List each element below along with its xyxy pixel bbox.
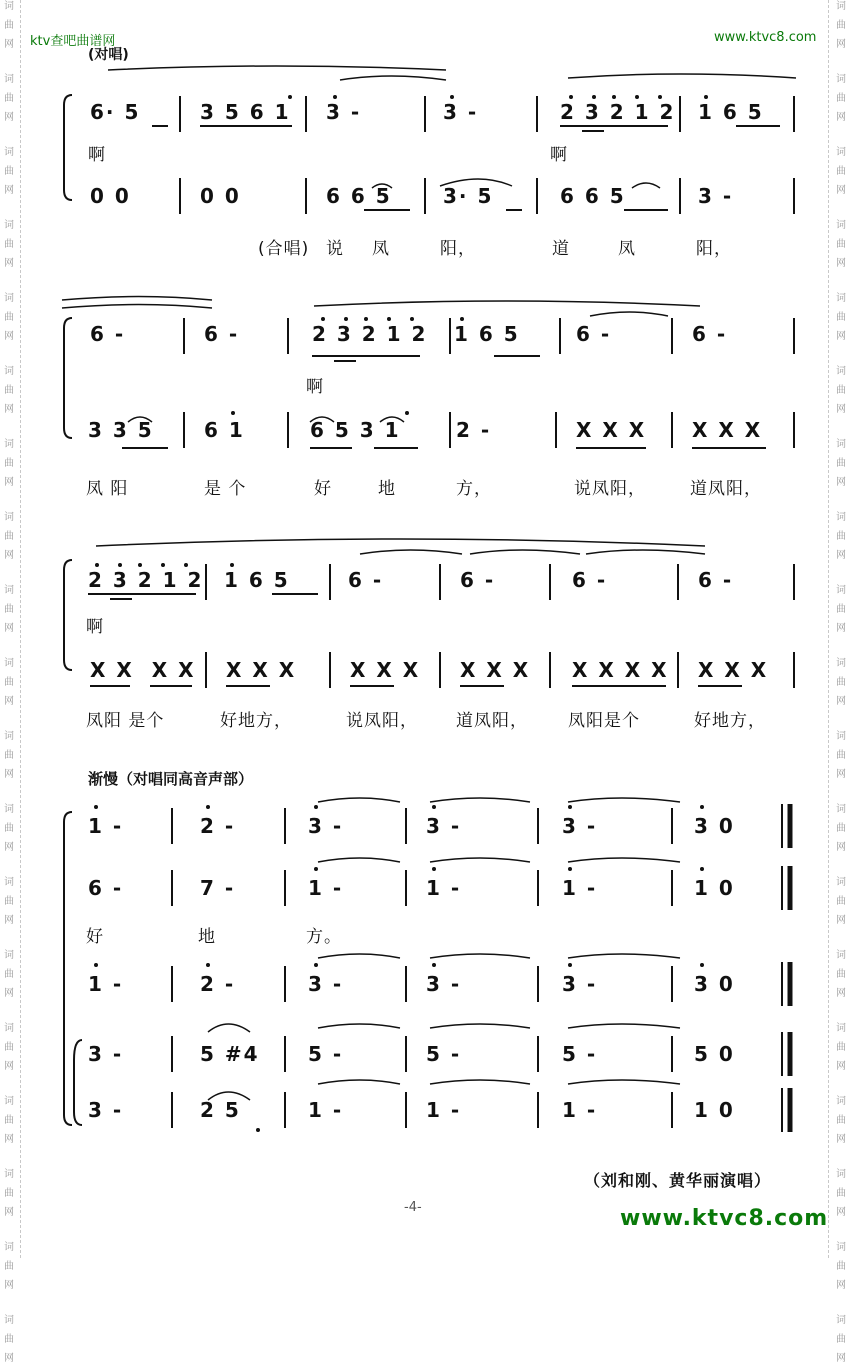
s4-r2-m2: 7 -: [200, 876, 236, 900]
s4-lyric-1: 好: [86, 927, 104, 947]
s4-r1-m3: 3 -: [308, 814, 344, 838]
watermark-glyph: 词: [836, 804, 846, 815]
watermark-glyph: 曲: [836, 458, 846, 469]
watermark-glyph: 词: [836, 731, 846, 742]
watermark-glyph: 词: [836, 658, 846, 669]
s4-r1-m2: 2 -: [200, 814, 236, 838]
s4-r2-m3: 1 -: [308, 876, 344, 900]
watermark-glyph: 词: [836, 366, 846, 377]
watermark-glyph: 网: [4, 1207, 14, 1218]
watermark-glyph: 词: [4, 877, 14, 888]
watermark-glyph: 曲: [4, 1334, 14, 1345]
watermark-glyph: 词: [836, 220, 846, 231]
watermark-glyph: 网: [836, 258, 846, 269]
watermark-glyph: 词: [4, 731, 14, 742]
watermark-glyph: 曲: [4, 677, 14, 688]
watermark-glyph: 词: [4, 74, 14, 85]
watermark-glyph: 曲: [836, 312, 846, 323]
watermark-glyph: 网: [836, 915, 846, 926]
s1-lower-m5: 6 6 5: [560, 184, 626, 208]
watermark-glyph: 词: [836, 147, 846, 158]
watermark-glyph: 曲: [836, 823, 846, 834]
s4-r3-m2: 2 -: [200, 972, 236, 996]
watermark-glyph: 网: [836, 769, 846, 780]
watermark-glyph: 词: [4, 1242, 14, 1253]
watermark-glyph: 曲: [836, 1261, 846, 1272]
watermark-glyph: 网: [4, 331, 14, 342]
watermark-glyph: 词: [4, 147, 14, 158]
watermark-glyph: 网: [836, 1207, 846, 1218]
watermark-glyph: 词: [4, 293, 14, 304]
watermark-glyph: 网: [836, 404, 846, 415]
watermark-glyph: 曲: [4, 312, 14, 323]
watermark-glyph: 曲: [836, 1188, 846, 1199]
s2-upper-m2: 6 -: [204, 322, 240, 346]
watermark-glyph: 曲: [836, 969, 846, 980]
watermark-glyph: 词: [4, 439, 14, 450]
watermark-glyph: 网: [4, 477, 14, 488]
watermark-glyph: 网: [4, 915, 14, 926]
s2-upper-lyric-1: 啊: [306, 377, 324, 397]
watermark-glyph: 词: [836, 512, 846, 523]
watermark-glyph: 曲: [4, 823, 14, 834]
watermark-glyph: 网: [4, 185, 14, 196]
watermark-glyph: 曲: [4, 750, 14, 761]
watermark-glyph: 网: [836, 39, 846, 50]
watermark-glyph: 网: [4, 696, 14, 707]
s2-lyric-3: 好: [314, 479, 332, 499]
watermark-glyph: 网: [4, 39, 14, 50]
watermark-glyph: 网: [836, 550, 846, 561]
s2-lyric-2: 是 个: [204, 479, 247, 499]
s1-lyric-4: 道: [552, 239, 570, 259]
watermark-glyph: 曲: [4, 385, 14, 396]
s3-lower-m1: X X X X: [90, 658, 196, 682]
s3-upper-m3: 6 -: [348, 568, 384, 592]
s1-upper-m2: 3 5 6 1: [200, 100, 291, 124]
s4-r2-m6: 1 0: [694, 876, 735, 900]
watermark-glyph: 词: [836, 1242, 846, 1253]
watermark-glyph: 词: [4, 658, 14, 669]
s4-r5-m4: 1 -: [426, 1098, 462, 1122]
system1-bracket: [64, 95, 72, 200]
s4-r2-m4: 1 -: [426, 876, 462, 900]
s4-r1-m4: 3 -: [426, 814, 462, 838]
watermark-glyph: 曲: [836, 385, 846, 396]
watermark-glyph: 网: [836, 331, 846, 342]
s4-r1-m1: 1 -: [88, 814, 124, 838]
s4-r3-m4: 3 -: [426, 972, 462, 996]
watermark-glyph: 网: [4, 1353, 14, 1364]
s3-lyric-3: 说凤阳，: [346, 711, 418, 731]
s4-r4-m3: 5 -: [308, 1042, 344, 1066]
page-number: -4-: [404, 1200, 422, 1215]
duichang-label: (对唱): [88, 47, 129, 63]
piano-brace: [74, 1040, 82, 1125]
watermark-glyph: 词: [836, 1315, 846, 1326]
s2-lyric-1: 凤 阳: [86, 479, 129, 499]
watermark-glyph: 网: [836, 696, 846, 707]
watermark-glyph: 网: [4, 842, 14, 853]
s4-r3-m6: 3 0: [694, 972, 735, 996]
s4-r4-m5: 5 -: [562, 1042, 598, 1066]
watermark-glyph: 曲: [836, 166, 846, 177]
watermark-glyph: 网: [836, 1280, 846, 1291]
watermark-glyph: 曲: [4, 166, 14, 177]
watermark-glyph: 词: [4, 950, 14, 961]
s1-upper-m4: 3 -: [443, 100, 479, 124]
watermark-glyph: 词: [4, 1023, 14, 1034]
watermark-glyph: 网: [836, 1134, 846, 1145]
watermark-glyph: 曲: [836, 1115, 846, 1126]
s1-lyric-5: 凤: [618, 239, 636, 259]
system3-bracket: [64, 560, 72, 670]
s3-lyric-6: 好地方，: [694, 711, 766, 731]
s2-upper-m5: 6 -: [576, 322, 612, 346]
watermark-glyph: 曲: [836, 239, 846, 250]
s1-lower-m1: 0 0: [90, 184, 131, 208]
watermark-glyph: 网: [836, 623, 846, 634]
hechang-label: (合唱): [258, 239, 310, 259]
watermark-glyph: 网: [4, 404, 14, 415]
watermark-glyph: 网: [836, 842, 846, 853]
watermark-glyph: 词: [4, 366, 14, 377]
s4-r5-m2: 2 5: [200, 1098, 241, 1122]
watermark-glyph: 词: [4, 512, 14, 523]
s1-upper-m5: 2 3 2 1 2: [560, 100, 676, 124]
s4-r1-m6: 3 0: [694, 814, 735, 838]
watermark-glyph: 曲: [4, 531, 14, 542]
watermark-glyph: 网: [836, 112, 846, 123]
s1-upper-m3: 3 -: [326, 100, 362, 124]
s1-upper-lyric-2: 啊: [550, 145, 568, 165]
watermark-glyph: 曲: [4, 969, 14, 980]
watermark-glyph: 网: [836, 988, 846, 999]
watermark-glyph: 网: [4, 1280, 14, 1291]
watermark-glyph: 曲: [836, 677, 846, 688]
watermark-glyph: 网: [4, 623, 14, 634]
s3-lyric-1: 凤阳 是个: [86, 711, 165, 731]
watermark-glyph: 曲: [836, 604, 846, 615]
s2-lyric-6: 说凤阳，: [574, 479, 646, 499]
s1-lyric-3: 阳，: [440, 239, 476, 259]
watermark-glyph: 网: [836, 477, 846, 488]
watermark-glyph: 词: [4, 220, 14, 231]
watermark-glyph: 词: [4, 1169, 14, 1180]
s3-lyric-2: 好地方，: [220, 711, 292, 731]
footer-brand-logo[interactable]: www.ktvc8.com: [620, 1206, 829, 1231]
header-site-left[interactable]: ktv查吧曲谱网: [30, 34, 116, 49]
s4-r3-m3: 3 -: [308, 972, 344, 996]
watermark-glyph: 曲: [4, 239, 14, 250]
s4-r3-m5: 3 -: [562, 972, 598, 996]
watermark-glyph: 曲: [836, 1334, 846, 1345]
watermark-glyph: 词: [836, 293, 846, 304]
watermark-glyph: 网: [4, 112, 14, 123]
watermark-glyph: 曲: [4, 1042, 14, 1053]
s4-r5-m6: 1 0: [694, 1098, 735, 1122]
s4-r5-m1: 3 -: [88, 1098, 124, 1122]
s2-upper-m3: 2 3 2 1 2: [312, 322, 428, 346]
watermark-glyph: 网: [4, 988, 14, 999]
s4-r4-m1: 3 -: [88, 1042, 124, 1066]
s3-lower-m6: X X X: [698, 658, 769, 682]
watermark-glyph: 词: [4, 804, 14, 815]
s4-r5-m3: 1 -: [308, 1098, 344, 1122]
system4-bracket: [64, 812, 72, 1125]
watermark-glyph: 曲: [4, 896, 14, 907]
watermark-glyph: 词: [836, 74, 846, 85]
s2-lower-m1: 3 3 5: [88, 418, 154, 442]
s4-r1-m5: 3 -: [562, 814, 598, 838]
s3-upper-m2: 1 6 5: [224, 568, 290, 592]
s2-upper-m1: 6 -: [90, 322, 126, 346]
s1-lower-m2: 0 0: [200, 184, 241, 208]
watermark-glyph: 词: [4, 1, 14, 12]
performer-credit: （刘和刚、黄华丽演唱）: [584, 1171, 772, 1190]
watermark-glyph: 词: [836, 1169, 846, 1180]
watermark-glyph: 网: [4, 550, 14, 561]
s4-r2-m5: 1 -: [562, 876, 598, 900]
s1-lower-m3: 6 6 5: [326, 184, 392, 208]
watermark-glyph: 词: [836, 1023, 846, 1034]
s3-lower-m3: X X X: [350, 658, 421, 682]
watermark-glyph: 词: [836, 1, 846, 12]
s3-lower-m4: X X X: [460, 658, 531, 682]
s1-lower-m6: 3 -: [698, 184, 734, 208]
watermark-glyph: 曲: [836, 896, 846, 907]
s1-lyric-2: 凤: [372, 239, 390, 259]
watermark-glyph: 曲: [4, 604, 14, 615]
s1-upper-m6: 1 6 5: [698, 100, 764, 124]
s2-upper-m6: 6 -: [692, 322, 728, 346]
s4-r4-m6: 5 0: [694, 1042, 735, 1066]
watermark-glyph: 网: [836, 185, 846, 196]
s2-lower-m3: 6 5 3 1: [310, 418, 401, 442]
s4-r3-m1: 1 -: [88, 972, 124, 996]
s2-lower-m2: 6 1: [204, 418, 245, 442]
s2-upper-m4: 1 6 5: [454, 322, 520, 346]
watermark-glyph: 曲: [836, 750, 846, 761]
watermark-glyph: 曲: [836, 531, 846, 542]
watermark-glyph: 网: [4, 1134, 14, 1145]
s4-r4-m4: 5 -: [426, 1042, 462, 1066]
tempo-marking: 渐慢（对唱同高音声部）: [88, 770, 254, 788]
watermark-glyph: 词: [836, 1096, 846, 1107]
s2-lower-m5: X X X: [576, 418, 647, 442]
s1-upper-lyric-1: 啊: [88, 145, 106, 165]
s1-lyric-6: 阳，: [696, 239, 732, 259]
watermark-glyph: 词: [836, 585, 846, 596]
s1-lyric-1: 说: [326, 239, 344, 259]
header-site-right[interactable]: www.ktvc8.com: [714, 30, 817, 45]
s3-lower-m2: X X X: [226, 658, 297, 682]
s3-upper-m4: 6 -: [460, 568, 496, 592]
watermark-glyph: 曲: [4, 1188, 14, 1199]
s4-lyric-3: 方。: [306, 927, 342, 947]
watermark-glyph: 网: [4, 769, 14, 780]
watermark-glyph: 曲: [4, 93, 14, 104]
s3-upper-lyric-1: 啊: [86, 617, 104, 637]
watermark-glyph: 曲: [4, 458, 14, 469]
s2-lower-m6: X X X: [692, 418, 763, 442]
watermark-glyph: 网: [836, 1061, 846, 1072]
s3-upper-m1: 2 3 2 1 2: [88, 568, 204, 592]
watermark-glyph: 词: [836, 439, 846, 450]
watermark-glyph: 曲: [4, 1115, 14, 1126]
watermark-glyph: 网: [4, 1061, 14, 1072]
s2-lyric-7: 道凤阳，: [690, 479, 762, 499]
watermark-glyph: 词: [4, 1315, 14, 1326]
watermark-glyph: 网: [4, 258, 14, 269]
watermark-glyph: 曲: [4, 20, 14, 31]
s2-lyric-4: 地: [378, 479, 396, 499]
s1-upper-m1: 6· 5: [90, 100, 141, 124]
s4-r4-m2: 5 #4: [200, 1042, 260, 1066]
watermark-glyph: 词: [836, 877, 846, 888]
watermark-glyph: 词: [4, 1096, 14, 1107]
watermark-glyph: 曲: [836, 1042, 846, 1053]
s3-lower-m5: X X X X: [572, 658, 669, 682]
watermark-glyph: 词: [836, 950, 846, 961]
s2-lyric-5: 方，: [456, 479, 492, 499]
watermark-glyph: 曲: [4, 1261, 14, 1272]
s3-lyric-5: 凤阳是个: [568, 711, 640, 731]
watermark-glyph: 曲: [836, 93, 846, 104]
s4-r5-m5: 1 -: [562, 1098, 598, 1122]
s2-lower-m4: 2 -: [456, 418, 492, 442]
s4-r2-m1: 6 -: [88, 876, 124, 900]
s1-lower-m4: 3· 5: [443, 184, 494, 208]
s3-upper-m6: 6 -: [698, 568, 734, 592]
watermark-glyph: 网: [836, 1353, 846, 1364]
watermark-glyph: 曲: [836, 20, 846, 31]
watermark-glyph: 词: [4, 585, 14, 596]
s3-lyric-4: 道凤阳，: [456, 711, 528, 731]
s4-lyric-2: 地: [198, 927, 216, 947]
s3-upper-m5: 6 -: [572, 568, 608, 592]
system2-bracket: [64, 318, 72, 438]
